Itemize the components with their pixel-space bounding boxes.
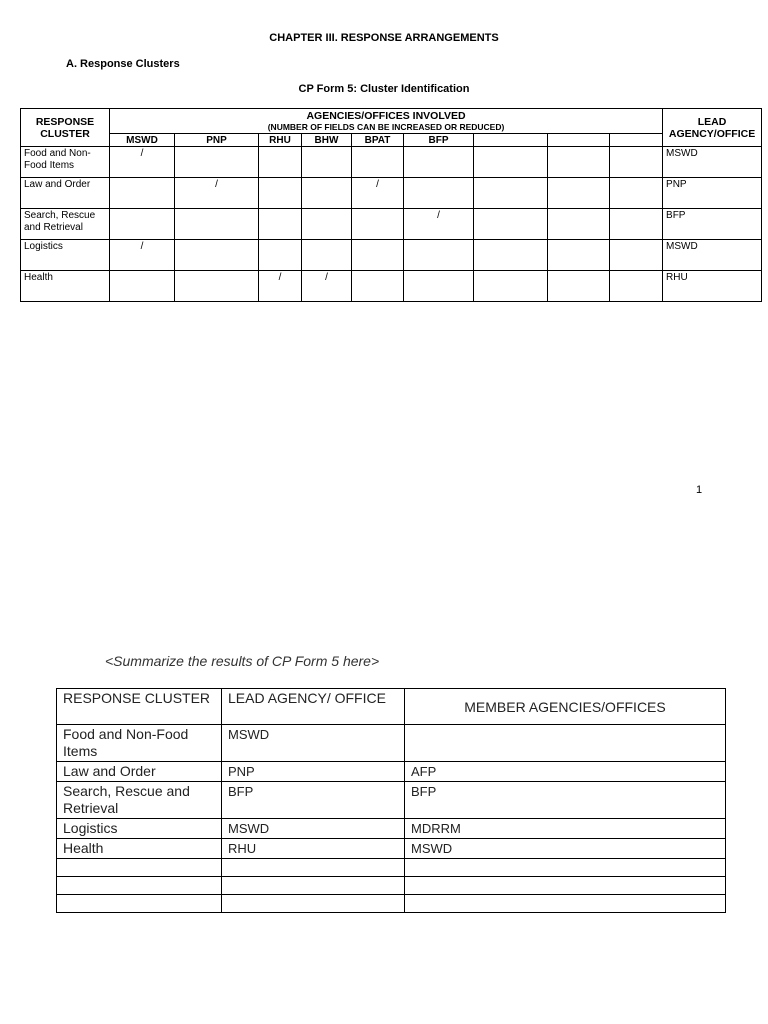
lead-cell: BFP — [663, 209, 762, 240]
header-agencies — [110, 109, 663, 134]
agency-mark-cell — [610, 147, 663, 178]
summary-members-cell: MSWD — [405, 839, 726, 859]
lead-cell: MSWD — [663, 240, 762, 271]
agency-mark-cell — [302, 147, 352, 178]
summary-members-cell: AFP — [405, 762, 726, 782]
cluster-cell: Search, Rescue and Retrieval — [21, 209, 110, 240]
cluster-identification-table — [20, 108, 762, 302]
agency-mark-cell — [302, 209, 352, 240]
agency-mark-cell: / — [302, 271, 352, 302]
summary-header-cluster: RESPONSE CLUSTER — [57, 689, 222, 725]
summary-row — [57, 725, 726, 762]
agency-col-blank — [610, 134, 663, 147]
agency-mark-cell — [548, 209, 610, 240]
summary-cluster-cell: Health — [57, 839, 222, 859]
summary-table — [56, 688, 726, 913]
chapter-title: CHAPTER III. RESPONSE ARRANGEMENTS — [269, 32, 499, 44]
summary-members-cell: BFP — [405, 782, 726, 819]
agency-mark-cell — [474, 271, 548, 302]
cluster-cell: Health — [21, 271, 110, 302]
agency-mark-cell — [352, 147, 404, 178]
agency-mark-cell — [474, 178, 548, 209]
summary-lead-cell: BFP — [222, 782, 405, 819]
summary-members-cell: MDRRM — [405, 819, 726, 839]
agency-col-bfp: BFP — [404, 134, 474, 147]
agency-col-pnp: PNP — [175, 134, 259, 147]
summary-prompt: <Summarize the results of CP Form 5 here> — [105, 653, 380, 669]
cluster-cell: Food and Non-Food Items — [21, 147, 110, 178]
agency-mark-cell — [474, 240, 548, 271]
summary-members-cell — [405, 725, 726, 762]
agency-mark-cell — [548, 271, 610, 302]
agency-col-bhw: BHW — [302, 134, 352, 147]
agency-mark-cell — [175, 240, 259, 271]
agency-mark-cell: / — [352, 178, 404, 209]
agency-mark-cell — [474, 147, 548, 178]
agency-mark-cell — [404, 178, 474, 209]
agency-mark-cell: / — [110, 147, 175, 178]
agency-mark-cell — [352, 271, 404, 302]
agency-mark-cell — [175, 147, 259, 178]
summary-lead-cell: MSWD — [222, 725, 405, 762]
summary-row — [57, 762, 726, 782]
summary-header-lead: LEAD AGENCY/ OFFICE — [222, 689, 405, 725]
agency-mark-cell — [110, 271, 175, 302]
agency-mark-cell — [610, 240, 663, 271]
agency-mark-cell — [610, 209, 663, 240]
agency-mark-cell — [302, 178, 352, 209]
agency-mark-cell — [175, 271, 259, 302]
cluster-cell: Logistics — [21, 240, 110, 271]
summary-cluster-cell: Search, Rescue and Retrieval — [57, 782, 222, 819]
summary-row — [57, 782, 726, 819]
agency-mark-cell — [175, 209, 259, 240]
summary-lead-cell: MSWD — [222, 819, 405, 839]
agency-mark-cell — [404, 271, 474, 302]
agency-mark-cell — [610, 271, 663, 302]
agency-col-bpat: BPAT — [352, 134, 404, 147]
header-agencies-note: (NUMBER OF FIELDS CAN BE INCREASED OR REDUCED) — [267, 122, 505, 132]
agency-mark-cell — [548, 240, 610, 271]
table-row — [21, 240, 762, 271]
agency-mark-cell — [259, 209, 302, 240]
agency-mark-cell — [259, 178, 302, 209]
agency-mark-cell — [352, 209, 404, 240]
agency-mark-cell — [404, 240, 474, 271]
page-number: 1 — [696, 484, 703, 496]
summary-lead-cell: PNP — [222, 762, 405, 782]
agency-mark-cell — [474, 209, 548, 240]
agency-mark-cell — [302, 240, 352, 271]
agency-mark-cell — [548, 147, 610, 178]
agency-mark-cell: / — [259, 271, 302, 302]
summary-cluster-cell: Logistics — [57, 819, 222, 839]
agency-col-mswd: MSWD — [110, 134, 175, 147]
table-row — [21, 271, 762, 302]
agency-col-blank — [474, 134, 548, 147]
lead-cell: PNP — [663, 178, 762, 209]
header-response-cluster: RESPONSE CLUSTER — [21, 109, 110, 147]
agency-mark-cell: / — [175, 178, 259, 209]
header-lead-agency: LEAD AGENCY/OFFICE — [663, 109, 762, 147]
agency-col-blank — [548, 134, 610, 147]
agency-mark-cell — [110, 209, 175, 240]
table-row — [21, 147, 762, 178]
summary-lead-cell: RHU — [222, 839, 405, 859]
agency-mark-cell — [352, 240, 404, 271]
cluster-cell: Law and Order — [21, 178, 110, 209]
summary-empty-row — [57, 859, 726, 877]
agency-mark-cell: / — [110, 240, 175, 271]
agency-mark-cell: / — [404, 209, 474, 240]
agency-mark-cell — [548, 178, 610, 209]
header-agencies-label: AGENCIES/OFFICES INVOLVED — [306, 110, 466, 122]
lead-cell: MSWD — [663, 147, 762, 178]
form-title: CP Form 5: Cluster Identification — [298, 83, 470, 95]
summary-row — [57, 819, 726, 839]
table-row — [21, 209, 762, 240]
summary-header-members: MEMBER AGENCIES/OFFICES — [405, 689, 726, 725]
agency-col-rhu: RHU — [259, 134, 302, 147]
agency-mark-cell — [610, 178, 663, 209]
lead-cell: RHU — [663, 271, 762, 302]
summary-row — [57, 839, 726, 859]
summary-empty-row — [57, 877, 726, 895]
summary-empty-row — [57, 895, 726, 913]
table-row — [21, 178, 762, 209]
agency-mark-cell — [259, 147, 302, 178]
agency-mark-cell — [404, 147, 474, 178]
agency-mark-cell — [259, 240, 302, 271]
summary-cluster-cell: Law and Order — [57, 762, 222, 782]
summary-cluster-cell: Food and Non-Food Items — [57, 725, 222, 762]
section-title: A. Response Clusters — [66, 58, 180, 70]
agency-mark-cell — [110, 178, 175, 209]
